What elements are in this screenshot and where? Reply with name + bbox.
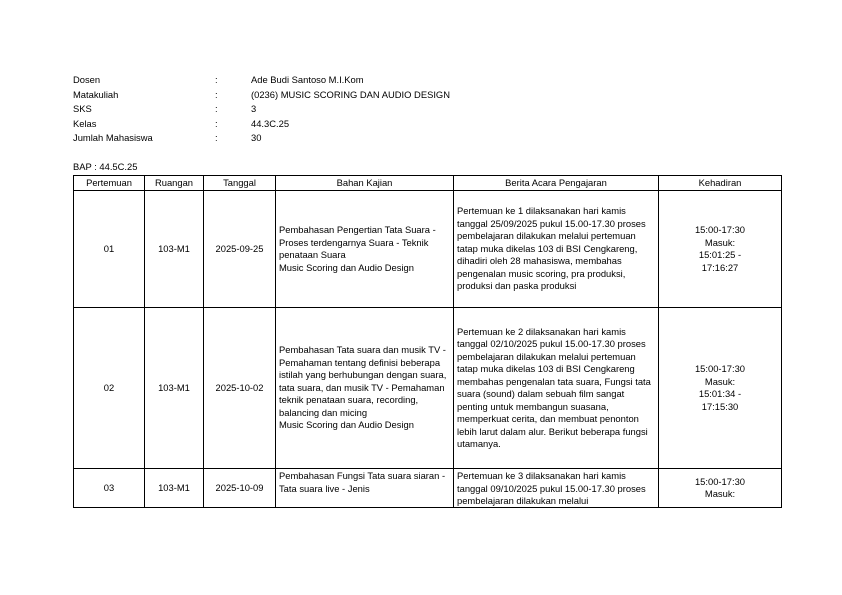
info-colon: : — [215, 117, 218, 129]
info-colon: : — [215, 132, 218, 144]
cell-bahan-kajian: Pembahasan Pengertian Tata Suara - Proses terdengarnya Suara - Teknik penataan Suara Music Scoring dan Audio Design — [276, 191, 454, 308]
cell-pertemuan: 03 — [74, 469, 145, 508]
header-berita-acara: Berita Acara Pengajaran — [454, 176, 659, 191]
bap-table — [73, 175, 782, 508]
table-row — [74, 308, 782, 469]
berita-acara-text: Pertemuan ke 3 dilaksanakan hari kamis tanggal 09/10/2025 pukul 15.00-17.30 proses pembelajaran dilakukan melalui — [457, 470, 646, 506]
cell-tanggal: 2025-09-25 — [204, 191, 276, 308]
cell-ruangan: 103-M1 — [145, 191, 204, 308]
cell-berita-acara — [454, 469, 659, 508]
cell-ruangan: 103-M1 — [145, 308, 204, 469]
cell-tanggal: 2025-10-09 — [204, 469, 276, 508]
info-label: Dosen — [73, 74, 101, 85]
cell-tanggal: 2025-10-02 — [204, 308, 276, 469]
cell-bahan-kajian: Pembahasan Tata suara dan musik TV - Pemahaman tentang definisi beberapa istilah yang berhubungan dengan suara, tata suara, dan musik TV - Pemahaman teknik penataan suara, recording, balancing dan micing Music Scoring dan Audio Design — [276, 308, 454, 469]
cell-kehadiran: 15:00-17:30 Masuk: — [659, 469, 782, 508]
info-colon: : — [215, 74, 218, 85]
header-pertemuan: Pertemuan — [74, 176, 145, 191]
info-label: Matakuliah — [73, 88, 119, 100]
info-value: 30 — [251, 132, 262, 144]
header-bahan-kajian: Bahan Kajian — [276, 176, 454, 191]
cell-pertemuan: 01 — [74, 191, 145, 308]
info-colon: : — [215, 103, 218, 115]
cell-berita-acara: Pertemuan ke 1 dilaksanakan hari kamis tanggal 25/09/2025 pukul 15.00-17.30 proses pembelajaran dilakukan melalui pertemuan tatap muka dikelas 103 di BSI Cengkareng, dihadiri oleh 28 mahasiswa, membahas pengenalan music scoring, pra produksi, produksi dan paska produksi — [454, 191, 659, 308]
table-row — [74, 469, 782, 508]
info-label: Jumlah Mahasiswa — [73, 132, 153, 144]
cell-ruangan: 103-M1 — [145, 469, 204, 508]
bap-label: BAP : 44.5C.25 — [73, 161, 138, 172]
table-header-row — [74, 176, 782, 191]
header-ruangan: Ruangan — [145, 176, 204, 191]
cell-kehadiran: 15:00-17:30 Masuk: 15:01:25 - 17:16:27 — [659, 191, 782, 308]
cell-berita-acara: Pertemuan ke 2 dilaksanakan hari kamis tanggal 02/10/2025 pukul 15.00-17.30 proses pembelajaran dilakukan melalui pertemuan tatap muka dikelas 103 di BSI Cengkareng membahas pengenalan tata suara, Fungsi tata suara (sound) dalam sebuah film sangat penting untuk membangun suasana, memperkuat cerita, dan membuat penonton lebih larut dalam alur. Berikut beberapa fungsi utamanya. — [454, 308, 659, 469]
info-value: Ade Budi Santoso M.I.Kom — [251, 74, 364, 85]
cell-bahan-kajian — [276, 469, 454, 508]
info-colon: : — [215, 88, 218, 100]
header-kehadiran: Kehadiran — [659, 176, 782, 191]
bahan-kajian-text: Pembahasan Fungsi Tata suara siaran - Tata suara live - Jenis — [279, 470, 446, 494]
info-value: 3 — [251, 103, 257, 115]
table-row — [74, 191, 782, 308]
cell-kehadiran: 15:00-17:30 Masuk: 15:01:34 - 17:15:30 — [659, 308, 782, 469]
header-tanggal: Tanggal — [204, 176, 276, 191]
info-value: 44.3C.25 — [251, 117, 290, 129]
info-label: Kelas — [73, 117, 97, 129]
info-value: (0236) MUSIC SCORING DAN AUDIO DESIGN — [251, 88, 450, 100]
cell-pertemuan: 02 — [74, 308, 145, 469]
info-label: SKS — [73, 103, 92, 115]
